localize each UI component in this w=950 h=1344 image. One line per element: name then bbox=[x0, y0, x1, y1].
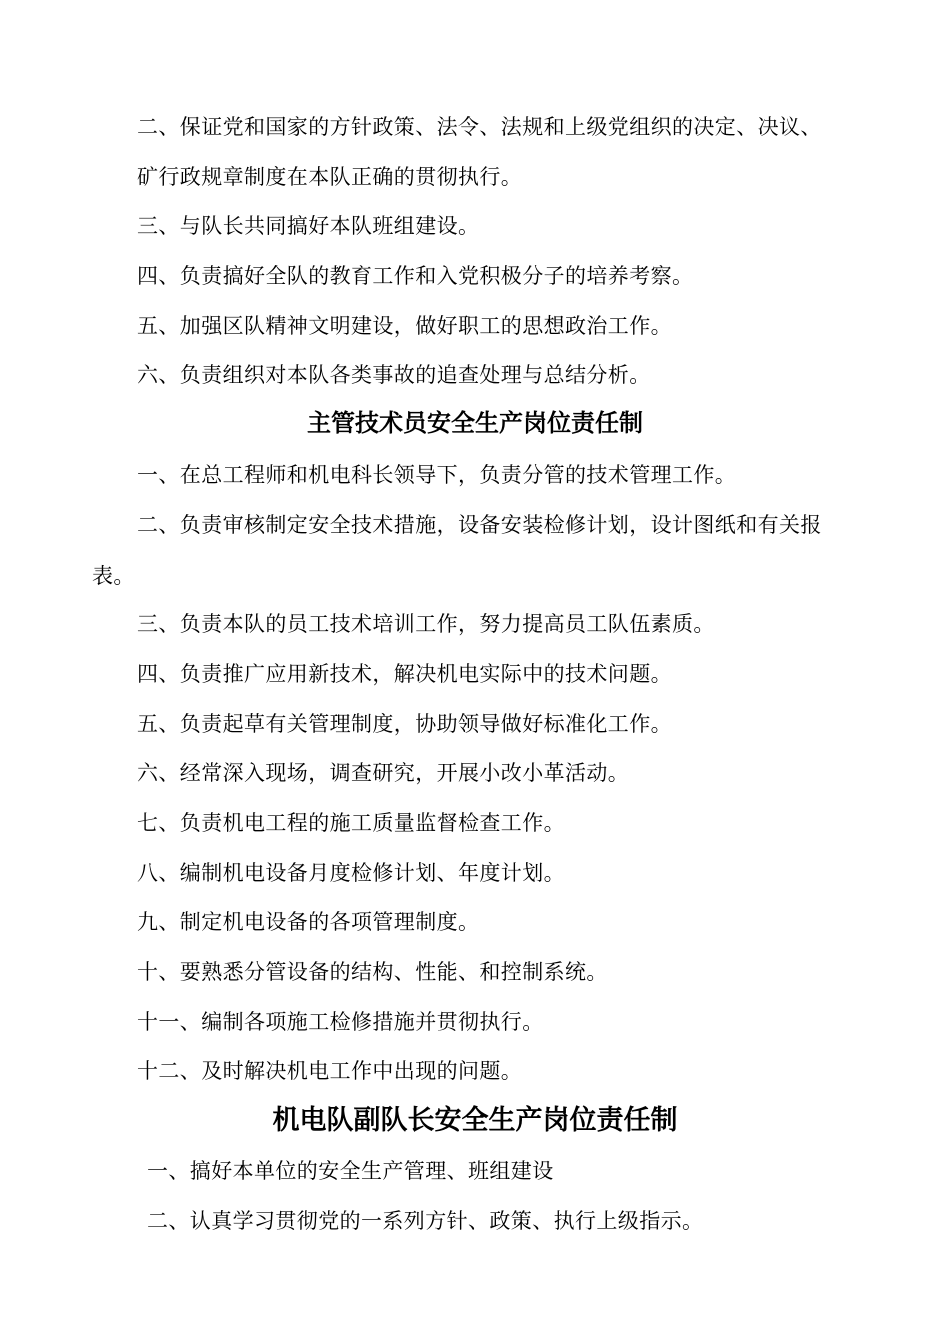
duty-item: 七、负责机电工程的施工质量监督检查工作。 bbox=[137, 811, 565, 835]
duty-item: 五、加强区队精神文明建设，做好职工的思想政治工作。 bbox=[137, 314, 672, 338]
duty-item: 一、搞好本单位的安全生产管理、班组建设 bbox=[147, 1159, 554, 1183]
duty-item: 九、制定机电设备的各项管理制度。 bbox=[137, 910, 480, 934]
duty-item: 十、要熟悉分管设备的结构、性能、和控制系统。 bbox=[137, 960, 608, 984]
duty-item: 三、与队长共同搞好本队班组建设。 bbox=[137, 214, 480, 238]
duty-item: 矿行政规章制度在本队正确的贯彻执行。 bbox=[137, 165, 523, 189]
duty-item: 二、保证党和国家的方针政策、法令、法规和上级党组织的决定、决议、 bbox=[137, 115, 822, 139]
duty-item: 四、负责搞好全队的教育工作和入党积极分子的培养考察。 bbox=[137, 264, 694, 288]
duty-item: 八、编制机电设备月度检修计划、年度计划。 bbox=[137, 861, 565, 885]
duty-item: 六、负责组织对本队各类事故的追查处理与总结分析。 bbox=[137, 363, 651, 387]
section-title-deputy-captain: 机电队副队长安全生产岗位责任制 bbox=[272, 1105, 678, 1136]
duty-item: 四、负责推广应用新技术，解决机电实际中的技术问题。 bbox=[137, 662, 672, 686]
duty-item: 一、在总工程师和机电科长领导下，负责分管的技术管理工作。 bbox=[137, 463, 737, 487]
duty-item: 五、负责起草有关管理制度，协助领导做好标准化工作。 bbox=[137, 712, 672, 736]
duty-item: 二、负责审核制定安全技术措施，设备安装检修计划，设计图纸和有关报 bbox=[137, 513, 822, 537]
section-title-technician: 主管技术员安全生产岗位责任制 bbox=[307, 408, 643, 437]
duty-item: 三、负责本队的员工技术培训工作，努力提高员工队伍素质。 bbox=[137, 612, 715, 636]
duty-item: 十二、及时解决机电工作中出现的问题。 bbox=[137, 1059, 523, 1083]
duty-item: 六、经常深入现场，调查研究，开展小改小革活动。 bbox=[137, 761, 630, 785]
duty-item: 十一、编制各项施工检修措施并贯彻执行。 bbox=[137, 1010, 544, 1034]
duty-item: 表。 bbox=[92, 564, 135, 588]
duty-item: 二、认真学习贯彻党的一系列方针、政策、执行上级指示。 bbox=[147, 1209, 704, 1233]
